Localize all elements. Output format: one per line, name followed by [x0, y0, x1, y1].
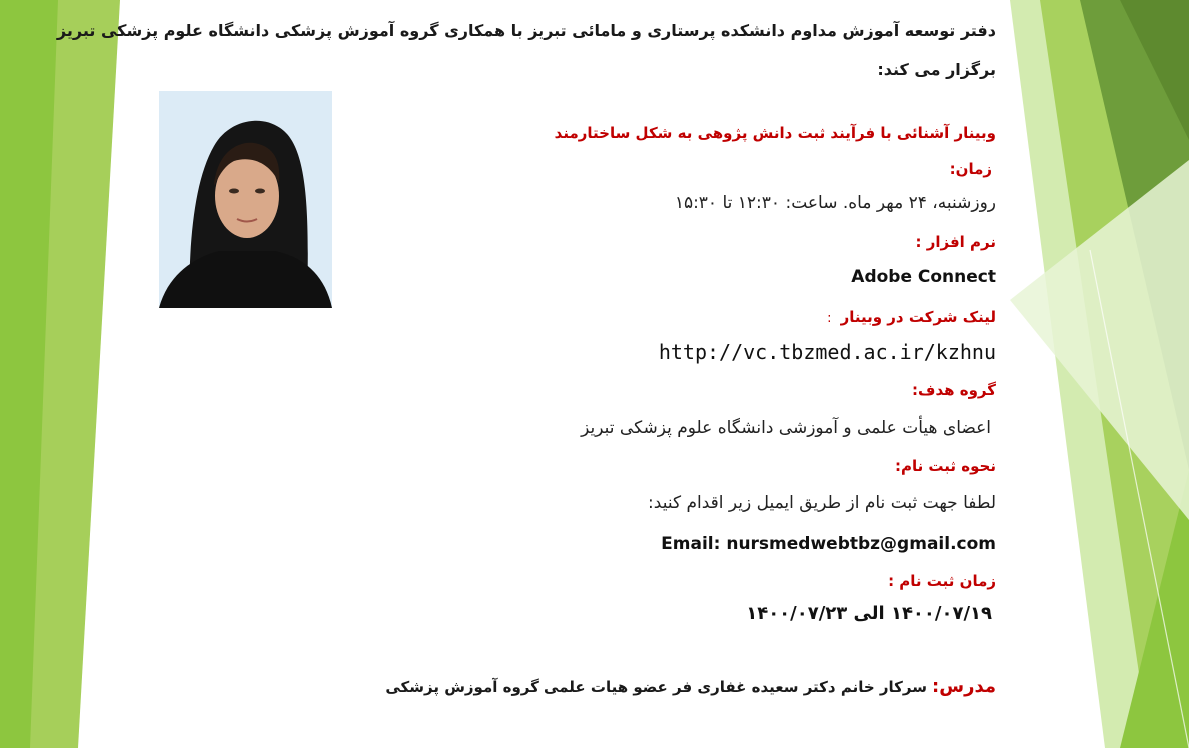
registration-method-label: نحوه ثبت نام: [894, 457, 996, 475]
link-label-row [827, 307, 996, 326]
time-value: روزشنبه، ۲۴ مهر ماه. ساعت: ۱۲:۳۰ تا ۱۵:۳۰ [674, 193, 996, 213]
registration-time-label: زمان ثبت نام : [888, 572, 996, 590]
registration-method-value: لطفا جهت ثبت نام از طریق ایمیل زیر اقدام کنید: [648, 493, 996, 513]
instructor-row [385, 676, 996, 697]
target-group-label: گروه هدف: [912, 381, 996, 399]
software-value: Adobe Connect [851, 267, 996, 287]
instructor-photo [159, 91, 332, 308]
link-colon: : [827, 311, 832, 326]
registration-time-value: ۱۴۰۰/۰۷/۱۹ الی ۱۴۰۰/۰۷/۲۳ [746, 603, 992, 624]
header-line-1: دفتر توسعه آموزش مداوم دانشکده پرستاری و مامائی تبریز با همکاری گروه آموزش پزشکی دانشگاه علوم پزشکی تبریز [56, 21, 996, 40]
right-eye-shape [255, 189, 265, 194]
instructor-value: سرکار خانم دکتر سعیده غفاری فر عضو هیات علمی گروه آموزش پزشکی [385, 678, 927, 696]
left-eye-shape [229, 189, 239, 194]
software-label: نرم افزار : [915, 233, 996, 251]
webinar-title: وبینار آشنائی با فرآیند ثبت دانش پژوهی به شکل ساختارمند [554, 124, 996, 142]
instructor-label: مدرس: [932, 676, 996, 697]
webinar-link[interactable]: http://vc.tbzmed.ac.ir/kzhnu [658, 340, 996, 364]
header-line-2: برگزار می کند: [877, 60, 996, 79]
registration-email[interactable]: Email: nursmedwebtbz@gmail.com [661, 534, 996, 554]
link-label: لینک شرکت در وبینار [840, 308, 996, 326]
time-label: زمان: [949, 160, 992, 178]
target-group-value: اعضای هیأت علمی و آموزشی دانشگاه علوم پزشکی تبریز [581, 418, 991, 438]
